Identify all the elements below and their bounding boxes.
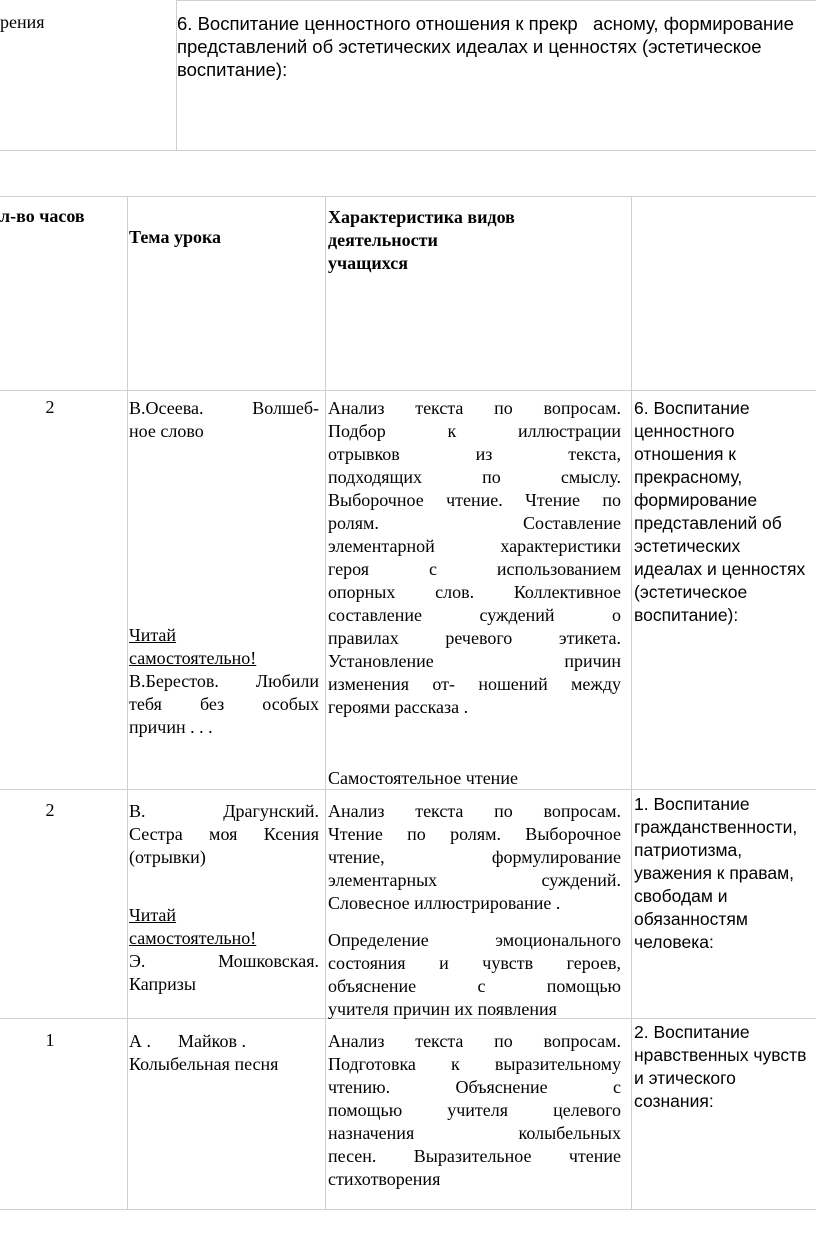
activity-line: героя с использованием [328, 559, 621, 579]
row1-activity [328, 397, 621, 719]
value-line: 1. Воспитание [634, 794, 750, 814]
top-right-cell [177, 0, 816, 150]
row2-value [634, 793, 816, 954]
extra-line: Э. Мошковская. [129, 951, 319, 971]
value-line: отношения к [634, 444, 736, 464]
activity-line: Выборочное чтение. Чтение по [328, 490, 621, 510]
value-line: патриотизма, [634, 840, 743, 860]
top-left-cell [0, 0, 177, 150]
value-line: 6. Воспитание [634, 398, 750, 418]
top-right-line: воспитание): [177, 59, 288, 80]
activity-line: Анализ текста по вопросам. [328, 398, 621, 418]
row1-read-link[interactable] [129, 624, 319, 670]
row3-topic [129, 1030, 319, 1076]
activity-line: элементарных суждений. [328, 870, 621, 890]
activity-line: объяснение с помощью [328, 976, 621, 996]
activity-line: отрывков из текста, [328, 444, 621, 464]
activity-line: Подготовка к выразительному [328, 1054, 621, 1074]
value-line: сознания: [634, 1091, 714, 1111]
activity-line: Подбор к иллюстрации [328, 421, 621, 441]
row2-extra [129, 950, 319, 996]
activity-line: стихотворения [328, 1169, 441, 1189]
value-line: воспитание): [634, 605, 739, 625]
value-line: формирование [634, 490, 758, 510]
value-line: нравственных чувств [634, 1045, 807, 1065]
row1-activity-extra: Самостоятельное чтение [328, 768, 518, 788]
value-line: идеалах и ценностях [634, 559, 806, 579]
grid-line [0, 196, 816, 197]
value-line: представлений об [634, 513, 782, 533]
row1-hours: 2 [45, 397, 55, 417]
row1-topic [129, 397, 319, 443]
row2-activity-2 [328, 929, 621, 1021]
activity-line: Словесное иллюстрирование . [328, 893, 561, 913]
value-line: эстетических [634, 536, 741, 556]
activity-line: чтению. Объяснение с [328, 1077, 621, 1097]
grid-line [127, 196, 128, 1210]
extra-line: Капризы [129, 974, 196, 994]
topic-line: А . Майков . [129, 1031, 246, 1051]
header-hours: л-во часов [0, 206, 85, 226]
topic-line: В.Осеева. Волшеб- [129, 398, 319, 418]
row2-hours: 2 [45, 800, 55, 820]
topic-line: Колыбельная песня [129, 1054, 279, 1074]
value-line: (эстетическое [634, 582, 748, 602]
value-line: ценностного [634, 421, 735, 441]
row3-value [634, 1021, 816, 1113]
activity-line: опорных слов. Коллективное [328, 582, 621, 602]
header-topic: Тема урока [129, 227, 222, 247]
value-line: свободам и [634, 886, 728, 906]
read-link-line[interactable]: Читай [129, 625, 177, 645]
activity-line: составление суждений о [328, 605, 621, 625]
activity-line: Чтение по ролям. Выборочное [328, 824, 621, 844]
activity-line: Установление причин [328, 651, 621, 671]
activity-line: Определение эмоционального [328, 930, 621, 950]
topic-line: В. Драгунский. [129, 801, 319, 821]
activity-line: правилах речевого этикета. [328, 628, 621, 648]
activity-line: Анализ текста по вопросам. [328, 1031, 621, 1051]
topic-line: ное слово [129, 421, 204, 441]
row3-activity [328, 1030, 621, 1191]
header-activity-line: Характеристика видов [328, 207, 515, 227]
value-line: гражданственности, [634, 817, 798, 837]
grid-line [631, 196, 632, 1210]
extra-line: причин . . . [129, 717, 213, 737]
value-line: 2. Воспитание [634, 1022, 750, 1042]
top-bottom-border [0, 150, 816, 151]
row1-value [634, 397, 816, 627]
value-line: прекрасному, [634, 467, 743, 487]
value-line: и этического [634, 1068, 736, 1088]
top-right-line: представлений об эстетических идеалах и ценностях (эстетическое [177, 36, 762, 57]
extra-line: В.Берестов. Любили [129, 671, 319, 691]
row2-topic [129, 800, 319, 869]
row2-activity [328, 800, 621, 915]
value-line: человека: [634, 932, 714, 952]
extra-line: тебя без особых [129, 694, 319, 714]
header-activity [328, 206, 628, 275]
row3-hours: 1 [45, 1030, 55, 1050]
top-border [176, 0, 816, 1]
activity-line: чтение, формулирование [328, 847, 621, 867]
activity-line: ролям. Составление [328, 513, 621, 533]
row1-extra [129, 670, 319, 739]
header-activity-line: деятельности [328, 230, 438, 250]
activity-line: назначения колыбельных [328, 1123, 621, 1143]
activity-line: элементарной характеристики [328, 536, 621, 556]
grid-line [325, 196, 326, 1210]
value-line: обязанностям [634, 909, 748, 929]
read-link-line[interactable]: самостоятельно! [129, 928, 257, 948]
header-activity-line: учащихся [328, 253, 408, 273]
activity-line: состояния и чувств героев, [328, 953, 621, 973]
activity-line: помощью учителя целевого [328, 1100, 621, 1120]
activity-line: Анализ текста по вопросам. [328, 801, 621, 821]
grid-line [0, 1209, 816, 1210]
top-table [0, 0, 816, 150]
activity-line: подходящих по смыслу. [328, 467, 621, 487]
top-left-fragment: рения [0, 12, 45, 32]
read-link-line[interactable]: самостоятельно! [129, 648, 257, 668]
topic-line: Сестра моя Ксения [129, 824, 319, 844]
value-line: уважения к правам, [634, 863, 794, 883]
top-right-text [177, 12, 816, 81]
grid-line [0, 390, 816, 391]
activity-line: изменения от- ношений между [328, 674, 621, 694]
activity-line: героями рассказа . [328, 697, 469, 717]
activity-line: песен. Выразительное чтение [328, 1146, 621, 1166]
read-link-line[interactable]: Читай [129, 905, 177, 925]
row2-read-link[interactable] [129, 904, 319, 950]
activity-line: учителя причин их появления [328, 999, 557, 1019]
topic-line: (отрывки) [129, 847, 206, 867]
top-right-line: 6. Воспитание ценностного отношения к прекр асному, формирование [177, 13, 794, 34]
